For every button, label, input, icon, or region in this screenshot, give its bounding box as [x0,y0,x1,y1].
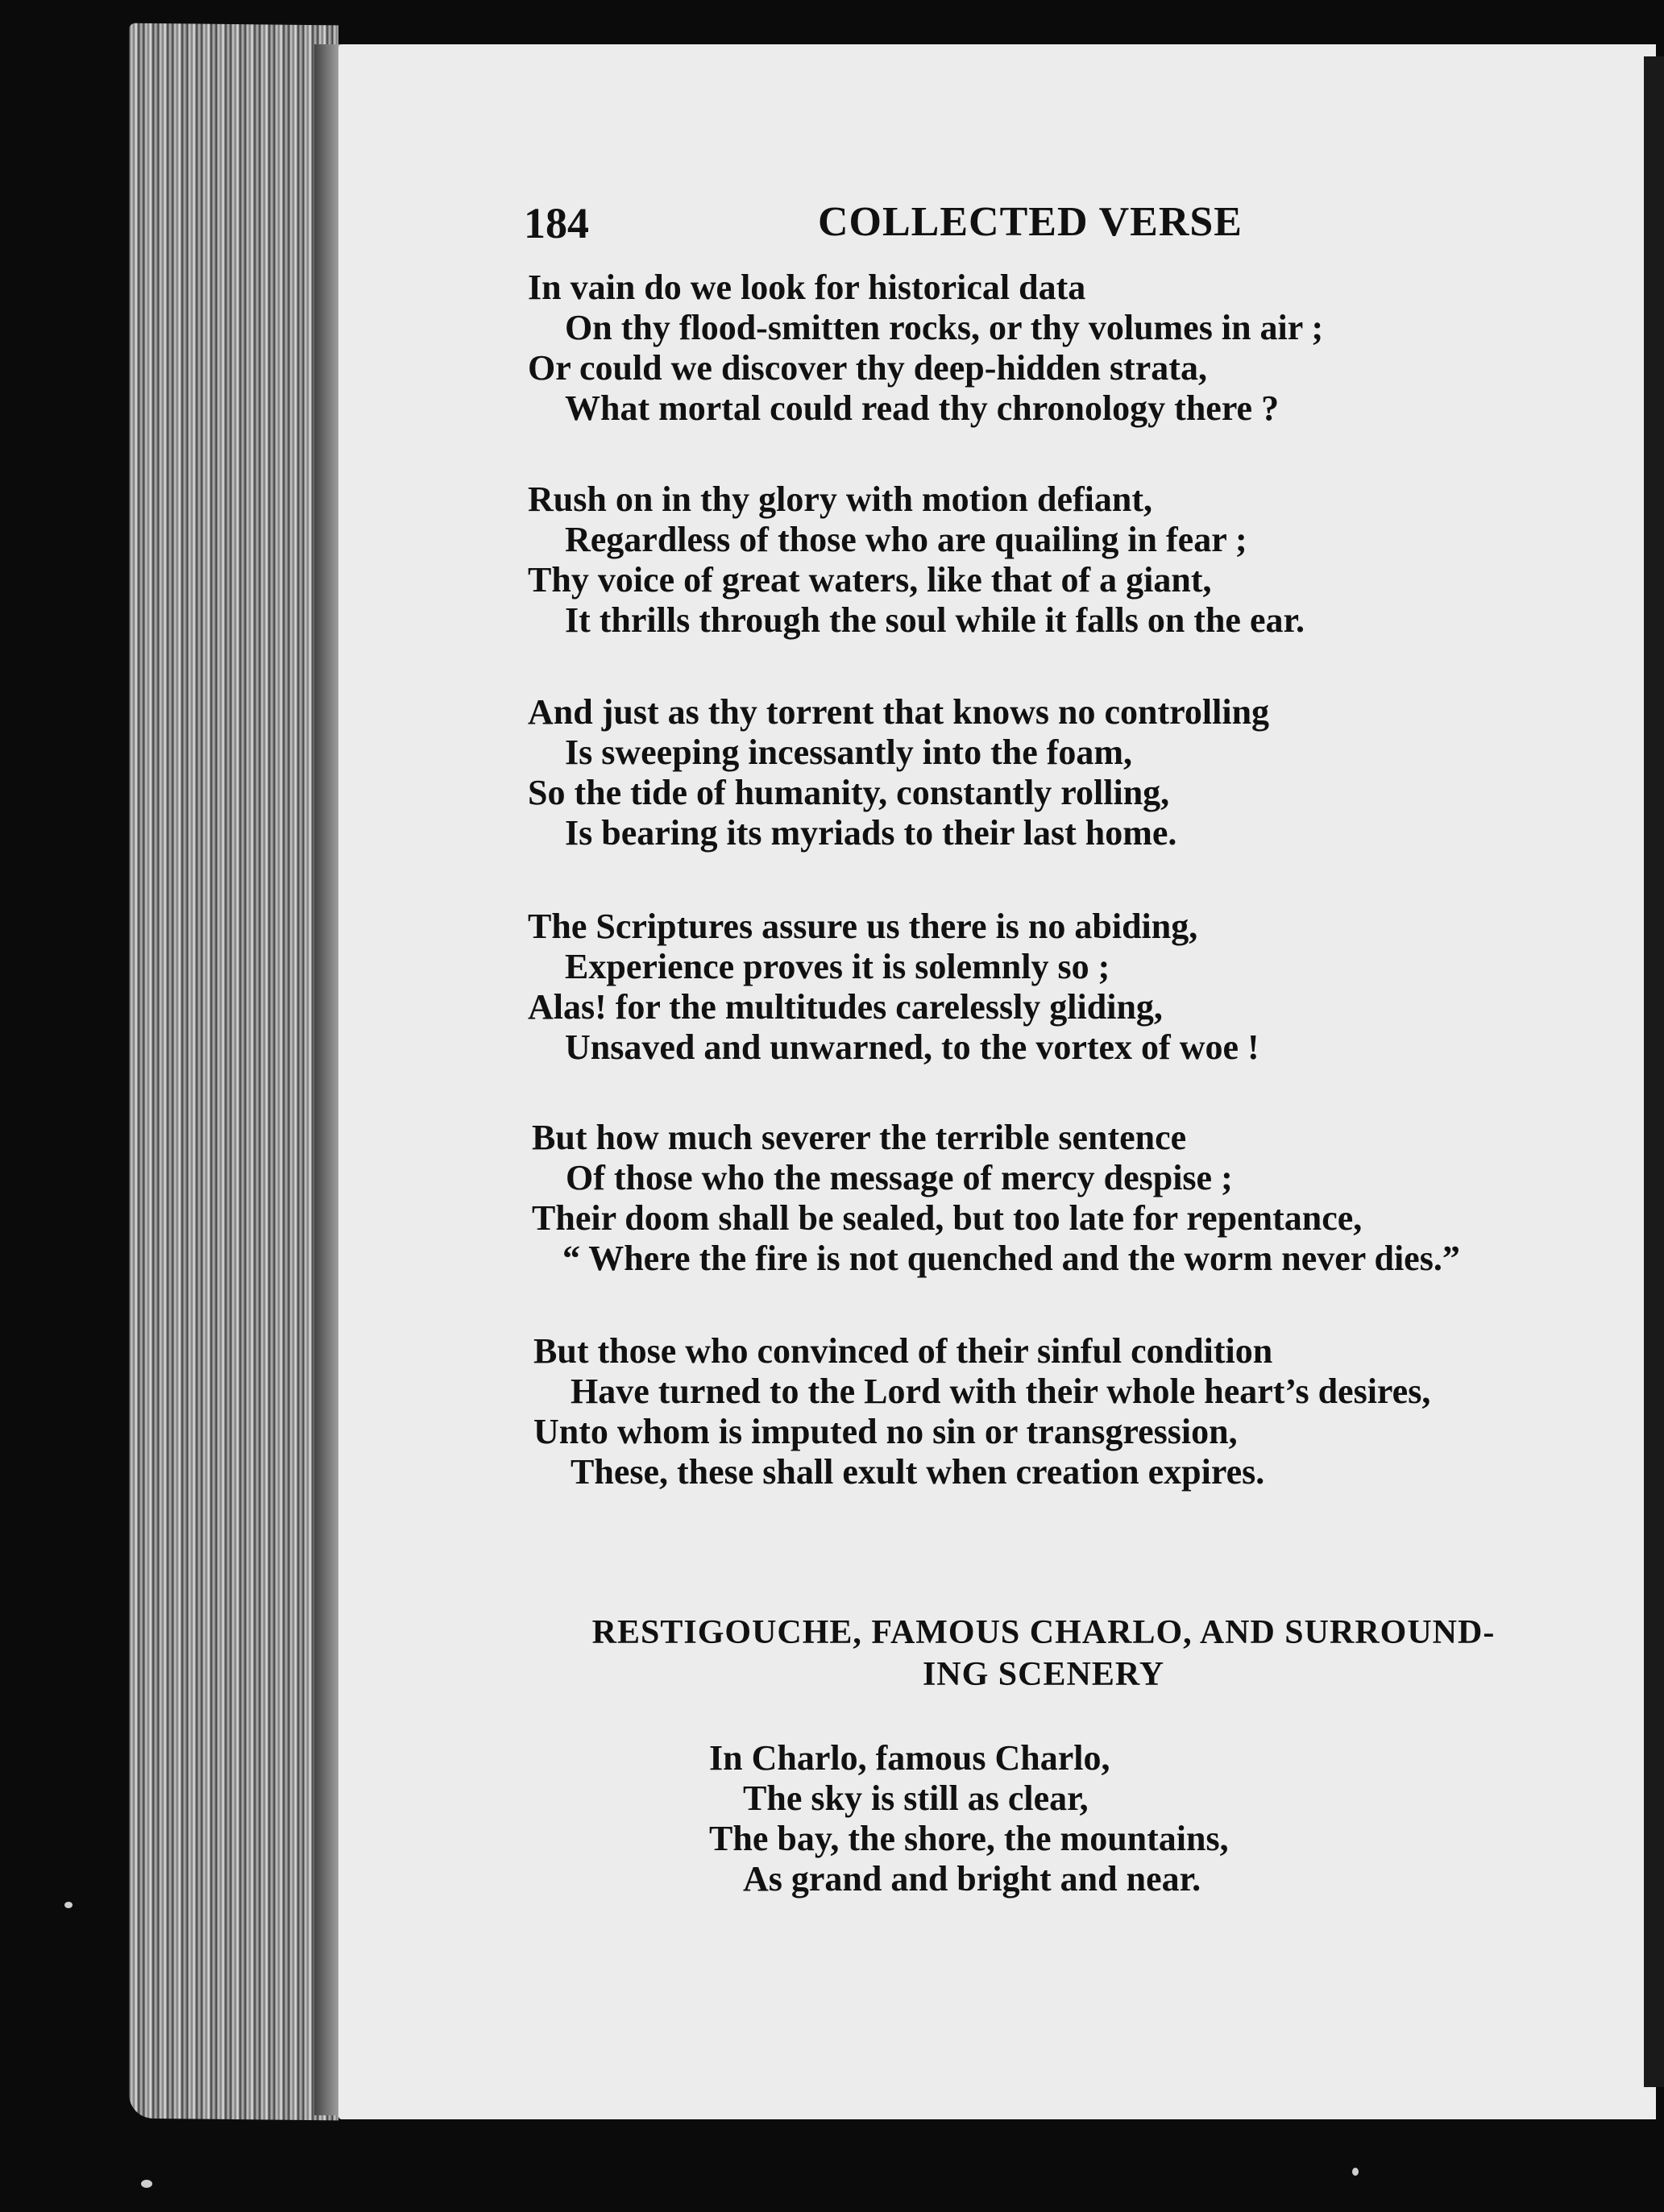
scan-speck [1352,2168,1359,2176]
poem-line: The sky is still as clear, [743,1778,1089,1818]
poem-line: Is sweeping incessantly into the foam, [565,732,1133,772]
poem-line: On thy flood-smitten rocks, or thy volumes in air ; [565,308,1324,347]
poem-line: Thy voice of great waters, like that of a giant, [528,560,1212,600]
poem-line: As grand and bright and near. [743,1859,1201,1899]
poem-line: But how much severer the terrible sentence [532,1118,1187,1157]
heading-line: RESTIGOUCHE, FAMOUS CHARLO, AND SURROUND- [591,1614,1496,1651]
poem-line: And just as thy torrent that knows no controlling [528,692,1270,732]
poem-line: In Charlo, famous Charlo, [709,1738,1110,1778]
poem-line: Regardless of those who are quailing in fear ; [565,520,1247,559]
poem-line: In vain do we look for historical data [528,268,1086,307]
heading-line: ING SCENERY [922,1656,1165,1693]
poem-line: Experience proves it is solemnly so ; [565,947,1110,986]
poem-line: The Scriptures assure us there is no abiding, [528,907,1198,946]
poem-line: The bay, the shore, the mountains, [709,1819,1229,1858]
page-number: 184 [524,199,589,247]
poem-line: These, these shall exult when creation expires. [571,1452,1265,1492]
poem-line: Is bearing its myriads to their last home. [565,813,1177,853]
poem-line: Unto whom is imputed no sin or transgression, [533,1412,1238,1451]
page-block-edges [129,23,338,2121]
poem-line: Of those who the message of mercy despise ; [566,1158,1233,1197]
poem-line: Their doom shall be sealed, but too late for repentance, [532,1198,1363,1238]
poem-line: Or could we discover thy deep-hidden strata, [528,348,1207,388]
scan-speck [64,1902,73,1908]
poem-line: Alas! for the multitudes carelessly gliding, [528,987,1163,1027]
poem-line: It thrills through the soul while it falls on the ear. [565,600,1305,640]
running-title: COLLECTED VERSE [818,199,1243,245]
running-head [524,201,1249,250]
poem-line: “ Where the fire is not quenched and the worm never dies.” [562,1239,1460,1278]
section-heading [532,1612,1555,1695]
poem-line: Unsaved and unwarned, to the vortex of woe ! [565,1027,1259,1067]
poem-line: What mortal could read thy chronology there ? [565,388,1280,428]
poem-line: Have turned to the Lord with their whole heart’s desires, [571,1372,1431,1411]
scan-speck [141,2180,152,2188]
poem-line: Rush on in thy glory with motion defiant, [528,479,1153,519]
poem-line: So the tide of humanity, constantly rolling, [528,773,1170,812]
right-page-edge [1644,56,1664,2087]
poem-line: But those who convinced of their sinful condition [533,1331,1273,1371]
